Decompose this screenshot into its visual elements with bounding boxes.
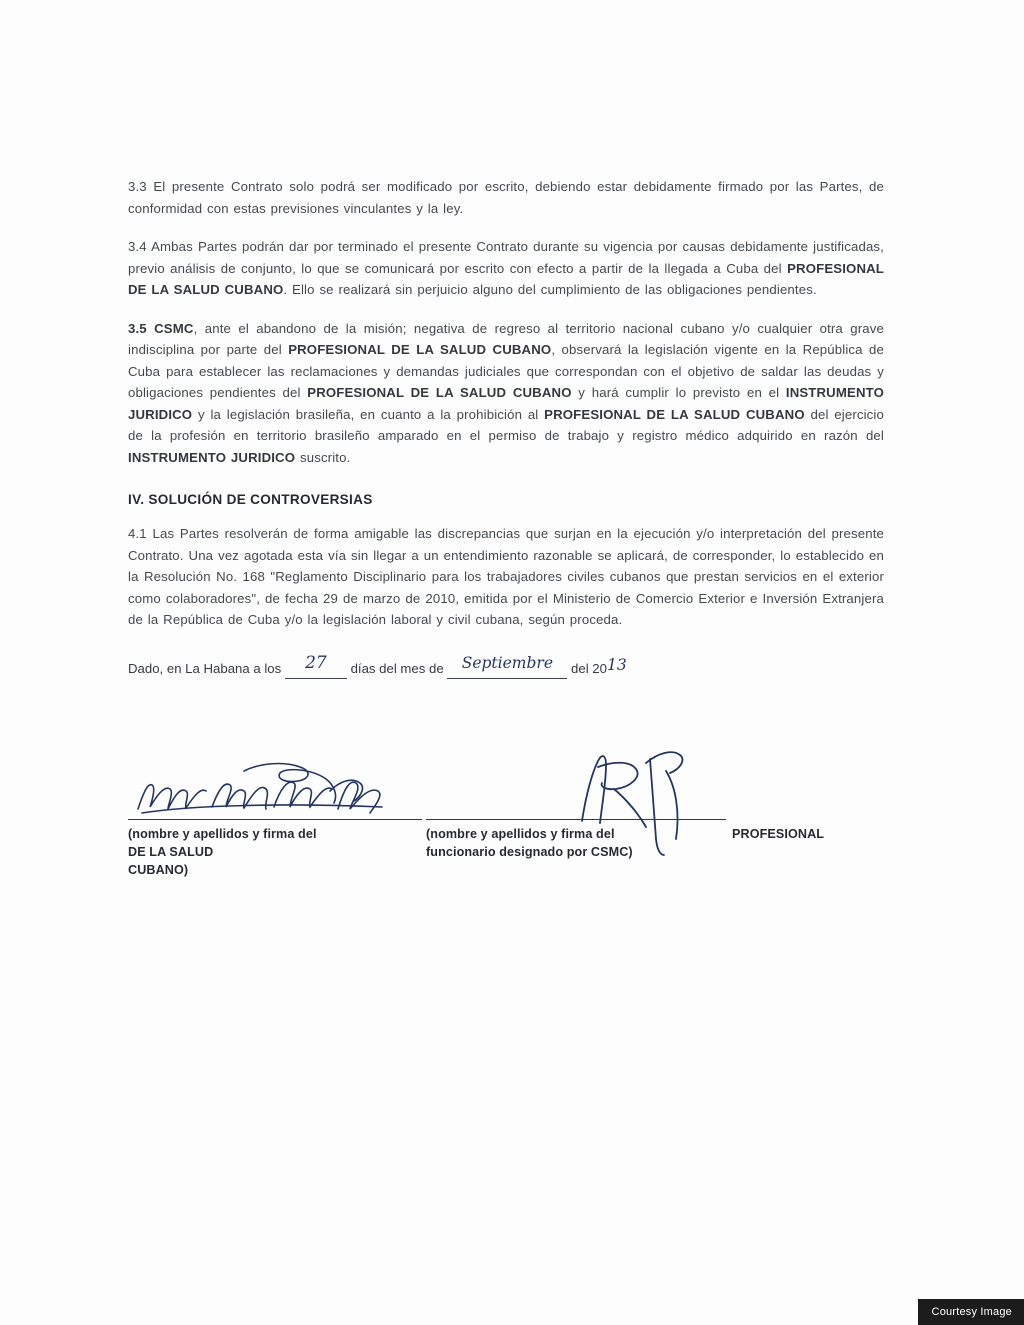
paragraph-3-5 — [128, 318, 884, 469]
paragraph-4-1 — [128, 523, 884, 631]
day-handwritten: 27 — [305, 652, 327, 673]
paragraph-3-5-run-7-bold: INSTRUMENTO JURIDICO — [128, 385, 884, 422]
signature-caption-right-line1: (nombre y apellidos y firma del — [426, 826, 615, 841]
signature-caption-left-line2: DE LA SALUD — [128, 844, 214, 859]
signature-left-ink — [134, 761, 424, 821]
paragraph-3-5-run-2: , ante el abandono de la misión; negativa de regreso al territorio nacional cubano y/o cualquier otra grave indisciplina por parte del — [128, 320, 884, 357]
signature-caption-left-line3: CUBANO) — [128, 862, 189, 877]
paragraph-3-5-run-6: y hará cumplir lo previsto en el — [571, 385, 786, 400]
signature-caption-right — [426, 825, 726, 861]
paragraph-3-3-text: 3.3 El presente Contrato solo podrá ser modificado por escrito, debiendo estar debidamente firmado por las Partes, de conformidad con estas previsiones vinculantes y la ley. — [128, 179, 884, 216]
year-handwritten: 13 — [606, 655, 627, 674]
month-blank — [447, 655, 567, 679]
paragraph-3-5-run-5-bold: PROFESIONAL DE LA SALUD CUBANO — [307, 385, 572, 400]
paragraph-3-4-run-2-bold: PROFESIONAL DE LA SALUD CUBANO — [128, 260, 884, 297]
courtesy-watermark: Courtesy Image — [918, 1299, 1024, 1325]
paragraph-3-4-run-3: . Ello se realizará sin perjuicio alguno del cumplimiento de las obligaciones pendientes. — [283, 282, 817, 297]
date-line-middle: días del mes de — [350, 660, 444, 676]
signature-caption-left-line1: (nombre y apellidos y firma del — [128, 826, 317, 841]
day-blank — [285, 652, 347, 679]
signature-line-right — [426, 819, 726, 820]
paragraph-3-5-run-9-bold: PROFESIONAL DE LA SALUD CUBANO — [544, 406, 805, 422]
date-line — [128, 652, 884, 687]
year-prefix: del 20 — [571, 660, 607, 676]
paragraph-3-5-run-3-bold: PROFESIONAL DE LA SALUD CUBANO — [288, 342, 552, 357]
signature-caption-left — [128, 825, 418, 879]
paragraph-3-5-run-12: suscrito. — [295, 449, 351, 465]
paragraph-3-3 — [128, 176, 884, 219]
date-line-prefix: Dado, en La Habana a los — [128, 660, 282, 676]
signature-line-left — [128, 819, 422, 820]
paragraph-4-1-text: 4.1 Las Partes resolverán de forma amigable las discrepancias que surjan en la ejecución y/o interpretación del presente Contrato. Una vez agotada esta vía sin llegar a un entendimiento razonable se aplicará, de corresponder, lo establecido en la Resolución No. 168 "Reglamento Disciplinario para los trabajadores civiles cubanos que prestan servicios en el exterior como colaboradores", de fecha 29 de marzo de 2010, emitida por el Ministerio de Comercio Exterior e Inversión Extranjera de la República de Cuba y/o la legislación laboral y civil cubana, según proceda. — [128, 526, 884, 627]
paragraph-3-5-run-8: y la legislación brasileña, en cuanto a la prohibición al — [192, 406, 545, 422]
paragraph-3-5-run-1-bold: 3.5 CSMC — [128, 320, 194, 336]
paragraph-3-5-run-10: del ejercicio de la profesión en territorio brasileño amparado en el permiso de trabajo y registro médico adquirido en razón del — [128, 406, 884, 443]
signature-area — [128, 733, 884, 877]
month-handwritten: Septiembre — [461, 653, 553, 672]
paragraph-3-5-run-4: , observará la legislación vigente en la República de Cuba para establecer las reclamaciones y demandas judiciales que correspondan con el objetivo de saldar las deudas y obligaciones pendientes del — [128, 342, 884, 400]
document-body — [128, 176, 884, 877]
signature-caption-right-line2: funcionario designado por CSMC) — [426, 844, 633, 859]
section-heading-iv: IV. SOLUCIÓN DE CONTROVERSIAS — [128, 492, 373, 507]
signature-caption-far: PROFESIONAL — [732, 826, 825, 841]
paragraph-3-4-run-1: 3.4 Ambas Partes podrán dar por terminado el presente Contrato durante su vigencia por causas debidamente justificadas, previo análisis de conjunto, lo que se comunicará por escrito con efecto a partir de la llegada a Cuba del — [128, 239, 884, 276]
paragraph-3-4 — [128, 236, 884, 301]
paragraph-3-5-run-11-bold: INSTRUMENTO JURIDICO — [128, 449, 296, 465]
